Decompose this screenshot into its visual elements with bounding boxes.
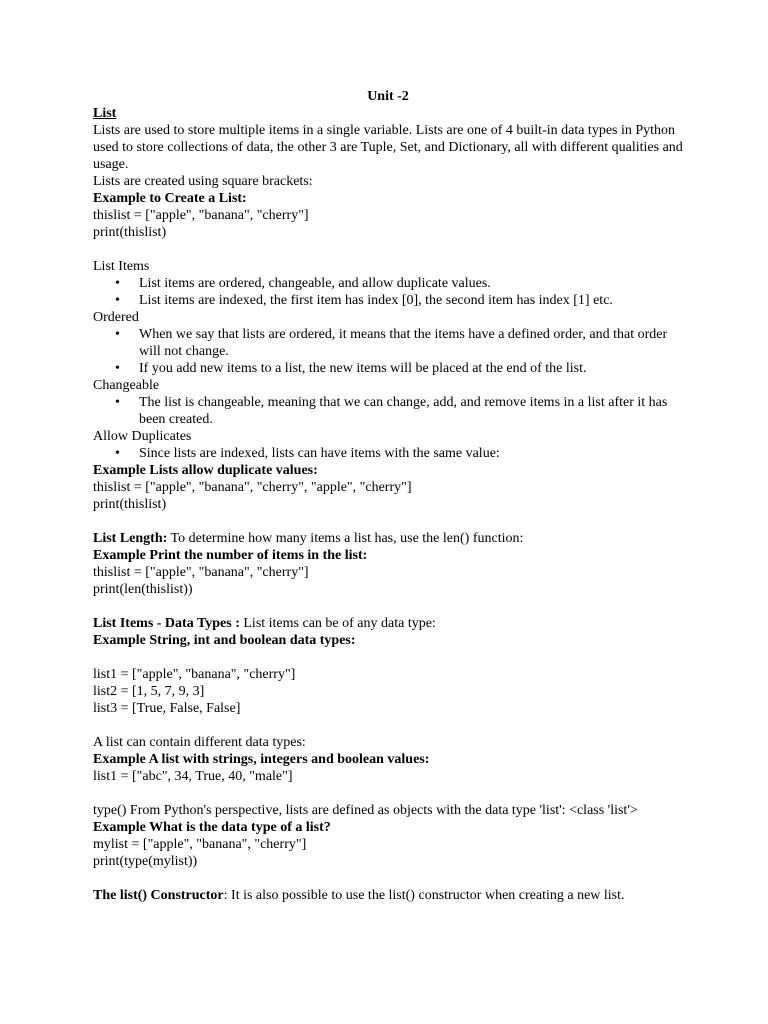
datatypes-paragraph: List Items - Data Types : List items can be of any data type: [93, 616, 436, 631]
list-item: • When we say that lists are ordered, it means that the items have a defined order, and that order will not change. [115, 327, 668, 359]
list-items-heading: List Items [93, 259, 150, 274]
bullet-icon: • [115, 361, 120, 376]
code-line: mylist = ["apple", "banana", "cherry"] [93, 837, 307, 852]
duplicates-heading: Allow Duplicates [93, 429, 192, 444]
page-title: Unit -2 [367, 89, 409, 104]
code-line: list1 = ["apple", "banana", "cherry"] [93, 667, 296, 682]
code-line: thislist = ["apple", "banana", "cherry", "apple", "cherry"] [93, 480, 412, 495]
changeable-bullets [93, 394, 683, 428]
duplicates-bullets [93, 445, 683, 462]
document-page [93, 88, 687, 904]
type-paragraph: type() From Python's perspective, lists are defined as objects with the data type 'list': <class 'list'> [93, 803, 638, 818]
code-line: print(thislist) [93, 497, 167, 512]
example-datatypes-heading: Example String, int and boolean data types: [93, 633, 356, 648]
bullet-icon: • [115, 276, 120, 291]
example-duplicates-heading: Example Lists allow duplicate values: [93, 463, 318, 478]
list-item: • List items are ordered, changeable, and allow duplicate values. [115, 276, 491, 291]
list-item: • List items are indexed, the first item has index [0], the second item has index [1] etc. [115, 293, 613, 308]
ordered-heading: Ordered [93, 310, 139, 325]
changeable-heading: Changeable [93, 378, 160, 393]
bullet-icon: • [115, 395, 120, 410]
code-line: list2 = [1, 5, 7, 9, 3] [93, 684, 205, 699]
length-label: List Length: [93, 531, 168, 546]
list-item: • If you add new items to a list, the new items will be placed at the end of the list. [115, 361, 587, 376]
code-line: thislist = ["apple", "banana", "cherry"] [93, 565, 309, 580]
example-create-heading: Example to Create a List: [93, 191, 247, 206]
example-type-heading: Example What is the data type of a list? [93, 820, 331, 835]
mixed-paragraph: A list can contain different data types: [93, 735, 306, 750]
list-item: • Since lists are indexed, lists can have items with the same value: [115, 446, 500, 461]
bullet-icon: • [115, 293, 120, 308]
constructor-label: The list() Constructor [93, 888, 224, 903]
constructor-paragraph: The list() Constructor: It is also possible to use the list() constructor when creating a new list. [93, 888, 625, 903]
example-mixed-heading: Example A list with strings, integers and boolean values: [93, 752, 430, 767]
code-line: print(thislist) [93, 225, 167, 240]
datatypes-label: List Items - Data Types : [93, 616, 240, 631]
code-line: list3 = [True, False, False] [93, 701, 241, 716]
length-paragraph: List Length: To determine how many items a list has, use the len() function: [93, 531, 524, 546]
ordered-bullets [93, 326, 683, 377]
bullet-icon: • [115, 446, 120, 461]
intro-square-brackets: Lists are created using square brackets: [93, 174, 313, 189]
list-item: • The list is changeable, meaning that we can change, add, and remove items in a list after it has been created. [115, 395, 668, 427]
list-items-bullets [93, 275, 683, 309]
section-heading: List [93, 106, 117, 121]
bullet-icon: • [115, 327, 120, 342]
code-line: thislist = ["apple", "banana", "cherry"] [93, 208, 309, 223]
code-line: print(len(thislist)) [93, 582, 193, 597]
code-line: list1 = ["abc", 34, True, 40, "male"] [93, 769, 293, 784]
intro-paragraph: Lists are used to store multiple items in a single variable. Lists are one of 4 built-in data types in Python used to store collections of data, the other 3 are Tuple, Set, and Dictionary, all with different qualities and usage. [93, 123, 687, 172]
example-length-heading: Example Print the number of items in the list: [93, 548, 368, 563]
code-line: print(type(mylist)) [93, 854, 198, 869]
